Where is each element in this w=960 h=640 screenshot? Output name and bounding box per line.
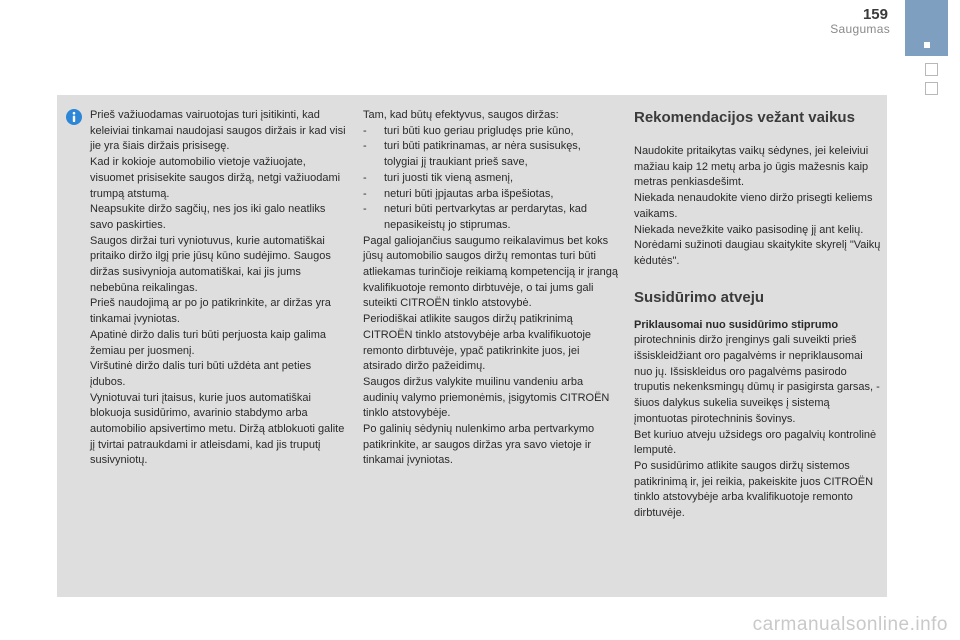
body-paragraph: Po galinių sėdynių nulenkimo arba pertvarkymo patikrinkite, ar saugos diržas yra savo vietoje ir tinkamai įvyniotas. [363, 423, 595, 467]
body-paragraph: Po susidūrimo atlikite saugos diržų sistemos patikrinimą ir, jei reikia, pakeiskite juos CITROËN tinklo atstovybėje arba kvalifikuotoje remonto dirbtuvėje. [634, 459, 874, 520]
list-item: - turi juosti tik vieną asmenį, [363, 171, 618, 187]
info-paragraph: Viršutinė diržo dalis turi būti uždėta ant peties įdubos. [90, 360, 312, 388]
recommendations-column [634, 108, 882, 522]
chapter-tab-active[interactable] [905, 0, 948, 56]
page-number: 159 [862, 6, 888, 23]
section-title: Saugumas [830, 22, 890, 36]
watermark: carmanualsonline.info [752, 614, 948, 635]
chapter-tab-empty-2[interactable] [925, 82, 938, 95]
body-paragraph: Periodiškai atlikite saugos diržų patikrinimą CITROËN tinklo atstovybėje arba kvalifikuotoje remonto dirbtuvėje, ypač patikrinkite juos, jei atsirado diržo pažeidimų. [363, 313, 592, 373]
heading-collision: Susidūrimo atveju [634, 288, 765, 306]
info-paragraph: Prieš važiuodamas vairuotojas turi įsitikinti, kad keleiviai tinkamai naudojasi saugos diržais ir kad visi jie yra šiais diržais prisisegę. [90, 109, 346, 153]
requirements-list [363, 124, 618, 234]
body-paragraph: Niekada nevežkite vaiko pasisodinę jį ant kelių. [634, 223, 864, 236]
bold-lead-text: Priklausomai nuo susidūrimo stiprumo [634, 318, 839, 331]
body-paragraph: Bet kuriuo atveju užsidegs oro pagalvių kontrolinė lemputė. [634, 428, 877, 457]
body-paragraph: Niekada nenaudokite vieno diržo prisegti keliems vaikams. [634, 192, 873, 220]
heading-child-transport: Rekomendacijos vežant vaikus [634, 109, 855, 126]
info-paragraph: Saugos diržai turi vyniotuvus, kurie automatiškai pritaiko diržo ilgį prie jūsų kūno sudėjimo. Saugos diržas susivynioja automatiškai, kai jis jums nebebūna reikalingas. [90, 234, 331, 294]
info-column [90, 108, 346, 469]
body-paragraph: Norėdami sužinoti daugiau skaitykite skyrelį "Vaikų kėdutės". [634, 239, 881, 267]
tab-marker [924, 42, 930, 48]
info-paragraph: Kad ir kokioje automobilio vietoje važiuojate, visuomet prisisekite saugos diržą, netgi važiuodami trumpą atstumą. [90, 156, 341, 200]
body-paragraph: Saugos diržus valykite muilinu vandeniu arba audinių valymo priemonėmis, įsigytomis CITROËN tinklo atstovybėje. [363, 375, 610, 420]
chapter-tab-empty-1[interactable] [925, 63, 938, 76]
body-paragraph: Naudokite pritaikytas vaikų sėdynes, jei keleiviui mažiau kaip 12 metų arba jo ūgis mažesnis kaip metras penkiasdešimt. [634, 145, 869, 189]
info-icon [66, 109, 82, 125]
body-paragraph: pirotechninis diržo įrenginys gali suveikti prieš išsiskleidžiant oro pagalvėms ir nepriklausomai nuo jų. Išsiskleidus oro pagalvėms pasirodo truputis nekenksmingų dūmų ir pasigirsta garsas, - šiuos dalykus sukelia suveikęs į sistemą įmontuotas pirotechninis šovinys. [634, 334, 880, 425]
list-item: - neturi būti pertvarkytas ar perdarytas, kad nepasikeistų jo stiprumas. [363, 202, 618, 233]
list-item: - neturi būti įpjautas arba išpešiotas, [363, 187, 618, 203]
belt-effectiveness-column [363, 108, 618, 469]
body-paragraph: Pagal galiojančius saugumo reikalavimus bet koks jūsų automobilio saugos diržų remontas turi būti atliekamas turinčioje reikiamą kompetenciją ir įrangą kvalifikuotoje remonto dirbtuvėje, o tai jums gali suteikti CITROËN tinklo atstovybė. [363, 234, 618, 310]
list-item: - turi būti patikrinamas, ar nėra susisukęs, tolygiai jį traukiant prieš save, [363, 139, 618, 170]
info-paragraph: Neapsukite diržo sagčių, nes jos iki galo neatliks savo paskirties. [90, 203, 326, 231]
info-paragraph: Vyniotuvai turi įtaisus, kurie juos automatiškai blokuoja susidūrimo, avarinio stabdymo arba automobilio apsivertimo metu. Diržą atblokuoti galite jį tvirtai patraukdami ir atleisdami, kad jis truputį susivyniotų. [90, 391, 345, 467]
info-paragraph: Prieš naudojimą ar po jo patikrinkite, ar diržas yra tinkamai įvyniotas. [90, 297, 331, 326]
list-item: - turi būti kuo geriau prigludęs prie kūno, [363, 124, 618, 140]
info-paragraph: Apatinė diržo dalis turi būti perjuosta kaip galima žemiau per juosmenį. [90, 328, 327, 357]
list-intro: Tam, kad būtų efektyvus, saugos diržas: [363, 109, 559, 121]
